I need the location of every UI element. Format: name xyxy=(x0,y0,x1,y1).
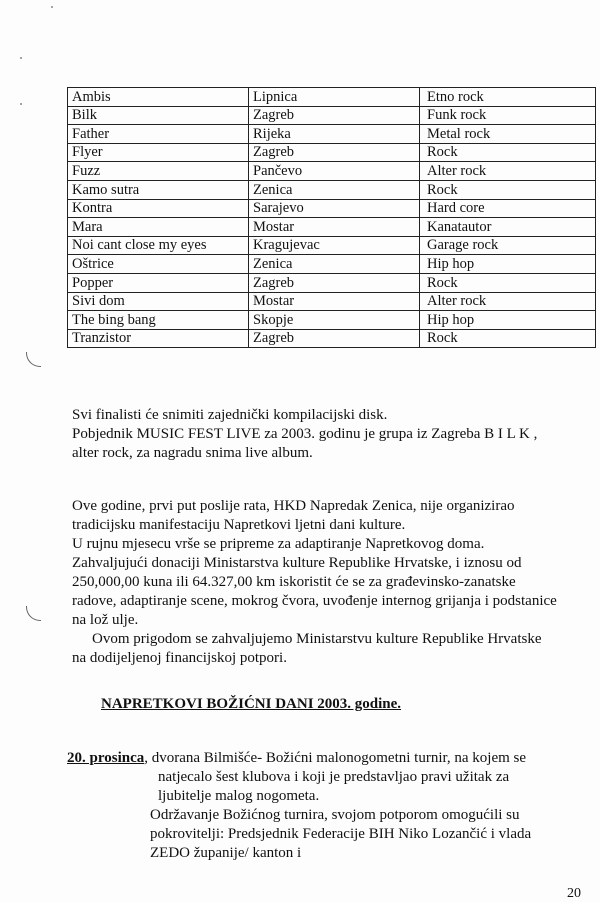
band-name-cell: The bing bang xyxy=(68,311,249,330)
genre-cell: Rock xyxy=(420,329,596,348)
city-cell: Pančevo xyxy=(249,162,420,181)
finalists-paragraph xyxy=(72,406,537,463)
band-name-cell: Bilk xyxy=(68,106,249,125)
text-line: Svi finalisti će snimiti zajednički kompilacijski disk. xyxy=(72,407,388,423)
band-name-cell: Mara xyxy=(68,218,249,237)
genre-cell: Hip hop xyxy=(420,255,596,274)
genre-cell: Garage rock xyxy=(420,236,596,255)
city-cell: Zagreb xyxy=(249,329,420,348)
text-line: radove, adaptiranje scene, mokrog čvora, uvođenje internog grijanja i podstanice xyxy=(72,593,557,609)
table-row xyxy=(68,218,596,237)
table-row xyxy=(68,329,596,348)
table-row xyxy=(68,255,596,274)
table-row xyxy=(68,311,596,330)
text-line xyxy=(72,630,582,649)
genre-cell: Metal rock xyxy=(420,125,596,144)
genre-cell: Funk rock xyxy=(420,106,596,125)
text-line: tradicijsku manifestaciju Napretkovi ljetni dani kulture. xyxy=(72,517,406,533)
table-row xyxy=(68,273,596,292)
band-name-cell: Fuzz xyxy=(68,162,249,181)
table-row xyxy=(68,199,596,218)
scan-speck xyxy=(51,6,53,8)
band-name-cell: Father xyxy=(68,125,249,144)
band-name-cell: Noi cant close my eyes xyxy=(68,236,249,255)
table-row xyxy=(68,162,596,181)
event-entry xyxy=(67,749,587,863)
band-name-cell: Kamo sutra xyxy=(68,180,249,199)
band-name-cell: Popper xyxy=(68,273,249,292)
band-name-cell: Tranzistor xyxy=(68,329,249,348)
scan-speck xyxy=(20,103,22,105)
page-number: 20 xyxy=(567,886,581,901)
city-cell: Zenica xyxy=(249,180,420,199)
text-line: Pobjednik MUSIC FEST LIVE za 2003. godinu je grupa iz Zagreba B I L K , xyxy=(72,426,538,442)
text-line: na dodijeljenoj financijskoj potpori. xyxy=(72,650,287,666)
city-cell: Zagreb xyxy=(249,273,420,292)
genre-cell: Rock xyxy=(420,143,596,162)
band-name-cell: Ambis xyxy=(68,88,249,107)
table-row xyxy=(68,106,596,125)
city-cell: Zagreb xyxy=(249,106,420,125)
table-row xyxy=(68,125,596,144)
bands-table xyxy=(67,87,596,348)
band-name-cell: Flyer xyxy=(68,143,249,162)
genre-cell: Hip hop xyxy=(420,311,596,330)
city-cell: Mostar xyxy=(249,292,420,311)
city-cell: Zenica xyxy=(249,255,420,274)
event-text: , dvorana Bilmišće- Božićni malonogometni turnir, na kojem se xyxy=(144,750,527,766)
city-cell: Sarajevo xyxy=(249,199,420,218)
napredak-paragraph xyxy=(72,497,582,668)
bands-table-body xyxy=(68,88,596,348)
text-line: U rujnu mjesecu vrše se pripreme za adaptiranje Napretkovog doma. xyxy=(72,536,485,552)
city-cell: Rijeka xyxy=(249,125,420,144)
event-text: Održavanje Božićnog turnira, svojom potporom omogućili su xyxy=(150,807,520,823)
table-row xyxy=(68,236,596,255)
band-name-cell: Oštrice xyxy=(68,255,249,274)
event-text: pokrovitelji: Predsjednik Federacije BIH Niko Lozančić i vlada xyxy=(150,826,532,842)
genre-cell: Hard core xyxy=(420,199,596,218)
genre-cell: Kanatautor xyxy=(420,218,596,237)
event-text: natjecalo šest klubova i koji je predstavljao pravi užitak za xyxy=(158,769,510,785)
city-cell: Kragujevac xyxy=(249,236,420,255)
scan-speck xyxy=(20,57,22,59)
table-row xyxy=(68,88,596,107)
event-text: ljubitelje malog nogometa. xyxy=(158,788,320,804)
text-line: alter rock, za nagradu snima live album. xyxy=(72,445,313,461)
band-name-cell: Kontra xyxy=(68,199,249,218)
city-cell: Lipnica xyxy=(249,88,420,107)
text-line: 250,000,00 kuna ili 64.327,00 km iskoristit će se za građevinsko-zanatske xyxy=(72,574,516,590)
text-line-content: Ovom prigodom se zahvaljujemo Ministarstvu kulture Republike Hrvatske xyxy=(92,631,542,647)
genre-cell: Rock xyxy=(420,273,596,292)
genre-cell: Alter rock xyxy=(420,292,596,311)
city-cell: Skopje xyxy=(249,311,420,330)
punch-hole-mark xyxy=(26,352,41,367)
event-first-line xyxy=(67,749,587,768)
genre-cell: Alter rock xyxy=(420,162,596,181)
punch-hole-mark xyxy=(26,606,41,621)
event-text: ZEDO županije/ kanton i xyxy=(150,845,302,861)
event-date: 20. prosinca xyxy=(67,750,145,766)
text-line: na lož ulje. xyxy=(72,612,139,628)
section-heading: NAPRETKOVI BOŽIĆNI DANI 2003. godine. xyxy=(101,696,402,712)
table-row xyxy=(68,143,596,162)
table-row xyxy=(68,292,596,311)
band-name-cell: Sivi dom xyxy=(68,292,249,311)
city-cell: Zagreb xyxy=(249,143,420,162)
text-line: Ove godine, prvi put poslije rata, HKD Napredak Zenica, nije organizirao xyxy=(72,498,515,514)
text-line: Zahvaljujući donaciji Ministarstva kulture Republike Hrvatske, i iznosu od xyxy=(72,555,522,571)
genre-cell: Rock xyxy=(420,180,596,199)
table-row xyxy=(68,180,596,199)
city-cell: Mostar xyxy=(249,218,420,237)
genre-cell: Etno rock xyxy=(420,88,596,107)
